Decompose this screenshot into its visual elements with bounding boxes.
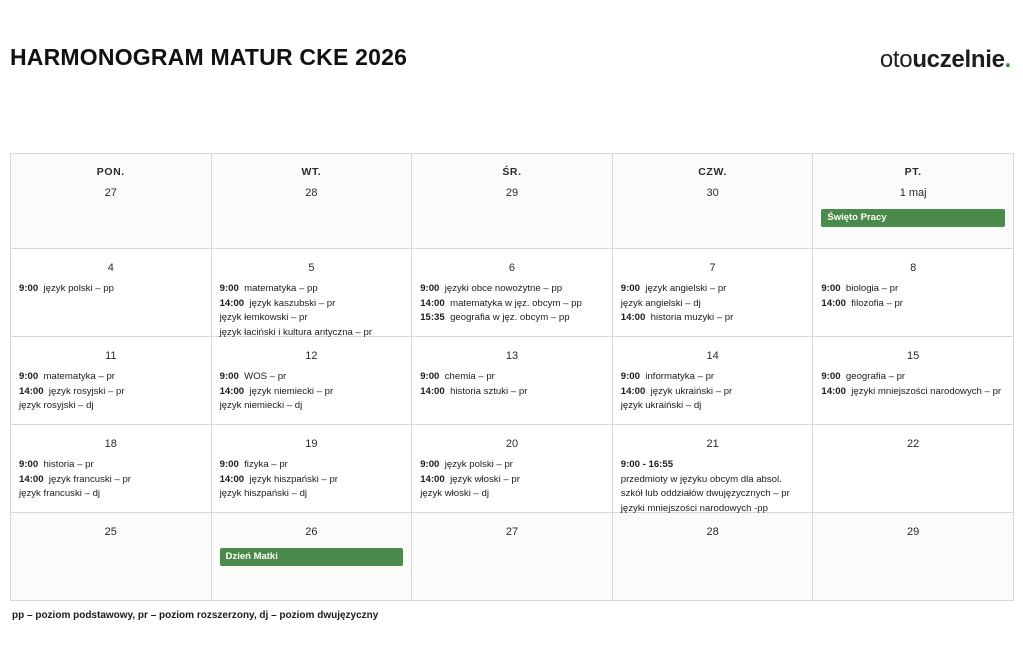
- exam-entry: [19, 370, 203, 385]
- exam-time: 14:00: [219, 385, 245, 397]
- exam-subject: języki obce nowożytne – pp: [444, 283, 563, 294]
- exam-entry: [19, 385, 203, 400]
- day-number: 12: [305, 350, 318, 362]
- exam-entry: [420, 487, 604, 502]
- exam-entry: [220, 487, 404, 502]
- exam-entry: [420, 297, 604, 312]
- exam-entry-list: [621, 458, 805, 516]
- exam-subject: język łaciński i kultura antyczna – pr: [219, 326, 373, 338]
- exam-entry: [621, 399, 805, 414]
- exam-entry: [420, 311, 604, 326]
- exam-time: 14:00: [219, 473, 245, 485]
- calendar-day-cell: [11, 337, 212, 425]
- weekday-label-mon: PON.: [96, 166, 125, 178]
- exam-entry: [420, 385, 604, 400]
- exam-subject: matematyka – pp: [244, 283, 318, 294]
- exam-entry: [420, 282, 604, 297]
- exam-entry: [19, 399, 203, 414]
- day-number: 20: [505, 438, 519, 450]
- exam-time: 14:00: [19, 385, 44, 397]
- exam-time: 9:00: [821, 283, 841, 294]
- exam-time: 9:00: [420, 459, 440, 470]
- exam-subject: język niemiecki – dj: [219, 400, 303, 411]
- calendar-day-cell: [212, 513, 413, 601]
- weekday-label-fri: PT.: [904, 166, 922, 178]
- calendar-day-cell: [412, 513, 613, 601]
- day-number: 29: [907, 526, 920, 538]
- exam-time: 14:00: [821, 385, 846, 397]
- calendar-weeks: [11, 249, 1014, 601]
- calendar-day-cell: [613, 425, 814, 513]
- day-number: 18: [104, 438, 117, 450]
- calendar-grid: [10, 153, 1014, 601]
- calendar-day-cell: [813, 337, 1014, 425]
- exam-time: 9:00: [219, 371, 239, 382]
- exam-subject: język łemkowski – pr: [219, 312, 308, 323]
- logo-part-two: uczelnie: [912, 46, 1005, 73]
- exam-entry: [621, 458, 805, 473]
- day-number: 5: [308, 262, 315, 274]
- exam-entry: [19, 487, 203, 502]
- exam-entry-list: [821, 282, 1005, 311]
- exam-entry: [220, 311, 404, 326]
- holiday-badge-labour-day: Święto Pracy: [821, 209, 1005, 227]
- calendar-day-cell: [212, 425, 413, 513]
- exam-subject: szkół lub oddziałów dwujęzycznych – pr: [620, 488, 790, 499]
- exam-entry-list: [19, 370, 203, 414]
- exam-subject: język rosyjski – dj: [19, 400, 94, 411]
- exam-subject: język francuski – pr: [48, 473, 131, 485]
- exam-subject: historia muzyki – pr: [650, 312, 734, 323]
- exam-entry-list: [621, 370, 805, 414]
- exam-entry: [621, 282, 805, 297]
- exam-entry: [220, 458, 404, 473]
- exam-subject: język kaszubski – pr: [249, 297, 336, 309]
- day-number: 27: [505, 526, 519, 538]
- exam-time: 14:00: [219, 297, 245, 309]
- exam-entry-list: [220, 282, 404, 340]
- calendar-week-row: [11, 337, 1014, 425]
- calendar-day-cell: [813, 513, 1014, 601]
- exam-subject: fizyka – pr: [244, 459, 288, 470]
- exam-entry: [220, 399, 404, 414]
- calendar-week-row: [11, 249, 1014, 337]
- calendar-day-cell: [813, 249, 1014, 337]
- exam-subject: język polski – pr: [444, 459, 513, 470]
- calendar-day-cell: [212, 249, 413, 337]
- exam-subject: historia – pr: [43, 459, 94, 470]
- exam-entry-list: [621, 282, 805, 326]
- exam-time: 9:00: [821, 371, 841, 382]
- exam-entry-list: [420, 282, 604, 326]
- exam-entry: [821, 385, 1005, 400]
- exam-time: 9:00: [219, 283, 239, 294]
- exam-subject: język hiszpański – pr: [249, 473, 338, 485]
- page-header: [0, 44, 1023, 94]
- exam-subject: język rosyjski – pr: [48, 385, 125, 397]
- day-number: 14: [706, 350, 719, 362]
- exam-time: 9:00: [420, 371, 440, 382]
- exam-entry-list: [19, 458, 203, 502]
- day-number: 11: [105, 350, 117, 362]
- exam-entry: [420, 370, 604, 385]
- exam-subject: język francuski – dj: [19, 488, 101, 499]
- exam-entry-list: [220, 370, 404, 414]
- day-number: 27: [104, 187, 117, 199]
- calendar-day-cell: [412, 337, 613, 425]
- calendar-day-cell: [613, 249, 814, 337]
- calendar-week-row: [11, 425, 1014, 513]
- logo-dot: .: [1004, 46, 1011, 73]
- exam-entry: [19, 458, 203, 473]
- calendar-day-cell: [212, 337, 413, 425]
- exam-subject: języki mniejszości narodowych – pr: [851, 385, 1002, 397]
- calendar-cell-april-28: [212, 154, 413, 249]
- exam-entry: [220, 473, 404, 488]
- exam-subject: język niemiecki – pr: [249, 385, 334, 397]
- day-number: 1 maj: [899, 187, 927, 199]
- exam-entry-list: [821, 370, 1005, 399]
- day-number: 30: [706, 187, 719, 199]
- exam-time: 9:00: [219, 459, 239, 470]
- day-number: 21: [706, 438, 719, 450]
- exam-subject: geografia – pr: [845, 371, 906, 382]
- calendar-cell-april-27: [11, 154, 212, 249]
- calendar-day-cell: [11, 513, 212, 601]
- exam-subject: język ukraiński – pr: [650, 385, 733, 397]
- day-number: 19: [305, 438, 318, 450]
- logo-part-one: oto: [879, 46, 913, 73]
- exam-entry: [420, 458, 604, 473]
- exam-entry-list: [420, 370, 604, 399]
- weekday-label-tue: WT.: [301, 166, 322, 178]
- exam-subject: geografia w jęz. obcym – pp: [450, 312, 570, 323]
- calendar-day-cell: [11, 249, 212, 337]
- calendar-cell-may-1: [813, 154, 1014, 249]
- exam-time: 9:00: [19, 283, 39, 294]
- exam-time: 14:00: [420, 297, 445, 309]
- exam-entry-list: [19, 282, 203, 297]
- calendar-day-cell: [412, 425, 613, 513]
- exam-time: 9:00: [620, 371, 640, 382]
- holiday-badge: Dzień Matki: [220, 548, 404, 566]
- calendar-day-cell: [11, 425, 212, 513]
- exam-entry: [621, 473, 805, 488]
- exam-entry: [220, 297, 404, 312]
- exam-subject: informatyka – pr: [645, 371, 715, 382]
- calendar-day-cell: [813, 425, 1014, 513]
- exam-entry: [821, 297, 1005, 312]
- day-number: 13: [505, 350, 519, 362]
- day-number: 28: [305, 187, 318, 199]
- exam-entry: [621, 311, 805, 326]
- exam-time: 14:00: [620, 385, 646, 397]
- exam-time: 14:00: [19, 473, 44, 485]
- calendar-cell-april-30: [613, 154, 814, 249]
- exam-subject: język hiszpański – dj: [219, 488, 308, 499]
- exam-entry: [821, 282, 1005, 297]
- day-number: 22: [907, 438, 920, 450]
- weekday-label-wed: ŚR.: [502, 166, 522, 178]
- calendar-day-cell: [613, 513, 814, 601]
- exam-entry: [621, 385, 805, 400]
- exam-subject: matematyka w jęz. obcym – pp: [450, 297, 582, 309]
- calendar-day-cell: [412, 249, 613, 337]
- exam-entry-list: [220, 458, 404, 502]
- exam-time: 14:00: [420, 473, 445, 485]
- exam-time: 9:00: [19, 371, 39, 382]
- exam-subject: język angielski – dj: [620, 297, 701, 309]
- exam-entry: [621, 370, 805, 385]
- legend-footnote: pp – poziom podstawowy, pr – poziom rozszerzony, dj – poziom dwujęzyczny: [12, 610, 379, 621]
- exam-entry: [621, 297, 805, 312]
- calendar-header-row: [11, 154, 1014, 249]
- exam-subject: język włoski – dj: [420, 488, 489, 499]
- exam-subject: język angielski – pr: [645, 283, 727, 294]
- exam-entry: [19, 473, 203, 488]
- day-number: 4: [107, 262, 114, 274]
- day-number: 28: [706, 526, 719, 538]
- exam-entry: [220, 385, 404, 400]
- exam-time: 9:00 - 16:55: [620, 459, 674, 470]
- exam-time: 14:00: [420, 385, 445, 397]
- exam-time: 15:35: [420, 312, 445, 323]
- weekday-label-thu: CZW.: [698, 166, 727, 178]
- calendar-cell-april-29: [412, 154, 613, 249]
- day-number: 8: [910, 262, 917, 274]
- exam-time: 14:00: [620, 312, 646, 323]
- exam-entry-list: [420, 458, 604, 502]
- day-number: 7: [709, 262, 716, 274]
- exam-subject: język ukraiński – dj: [620, 400, 702, 411]
- calendar-week-row: [11, 513, 1014, 601]
- exam-entry: [220, 282, 404, 297]
- day-number: 6: [508, 262, 516, 274]
- exam-entry: [420, 473, 604, 488]
- exam-entry: [220, 370, 404, 385]
- page-title: HARMONOGRAM MATUR CKE 2026: [10, 44, 408, 70]
- exam-time: 9:00: [19, 459, 39, 470]
- day-number: 26: [305, 526, 318, 538]
- brand-logo: [880, 46, 1011, 74]
- exam-subject: matematyka – pr: [43, 371, 115, 382]
- exam-entry: [621, 487, 805, 502]
- exam-subject: historia sztuki – pr: [450, 385, 528, 397]
- day-number: 25: [104, 526, 117, 538]
- exam-time: 14:00: [821, 297, 846, 309]
- exam-subject: przedmioty w języku obcym dla absol.: [620, 473, 782, 485]
- calendar-day-cell: [613, 337, 814, 425]
- exam-subject: WOS – pr: [244, 371, 287, 382]
- exam-subject: język polski – pp: [43, 283, 114, 294]
- exam-entry: [19, 282, 203, 297]
- exam-time: 9:00: [420, 283, 440, 294]
- exam-subject: filozofia – pr: [851, 297, 903, 309]
- exam-entry: [821, 370, 1005, 385]
- exam-time: 9:00: [620, 283, 640, 294]
- exam-subject: biologia – pr: [845, 283, 899, 294]
- exam-subject: chemia – pr: [444, 371, 495, 382]
- day-number: 15: [907, 350, 920, 362]
- day-number: 29: [505, 187, 519, 199]
- exam-subject: języki mniejszości narodowych -pp: [620, 502, 768, 514]
- exam-subject: język włoski – pr: [450, 473, 520, 485]
